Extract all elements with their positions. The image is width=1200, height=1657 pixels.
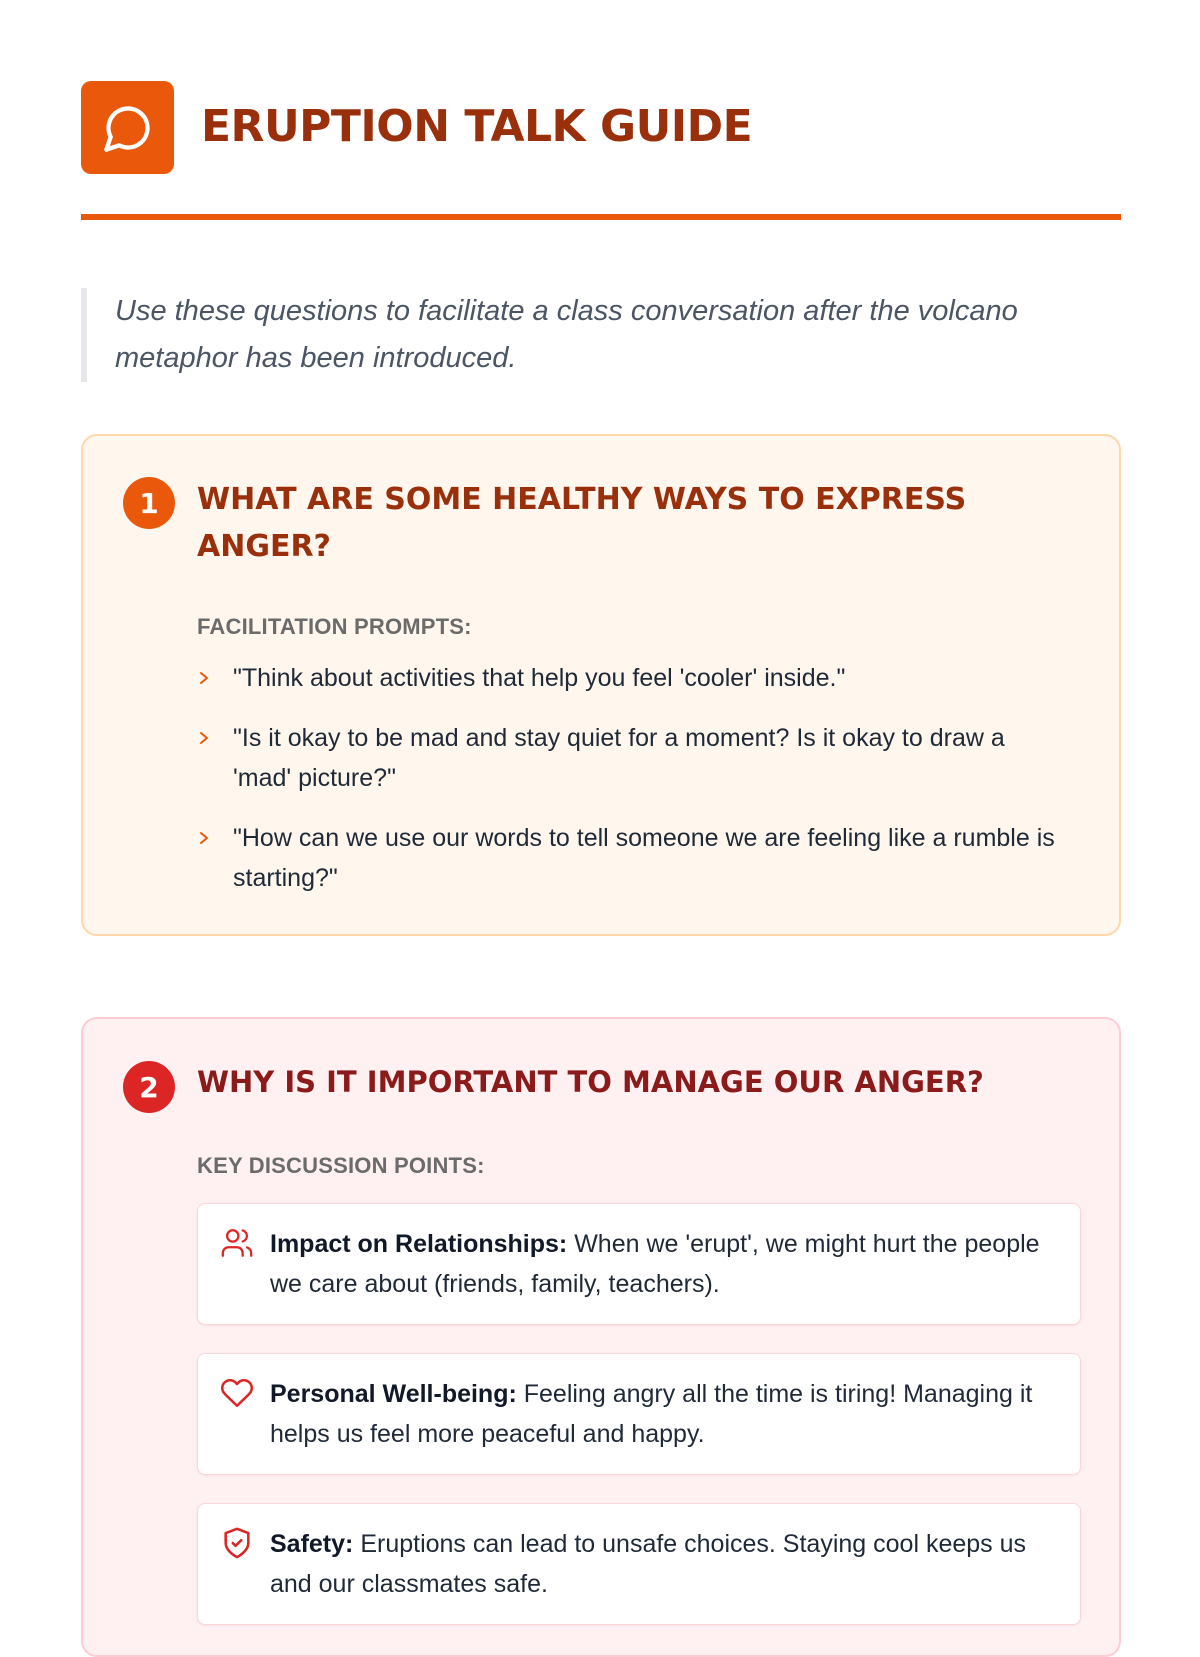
point-title: Impact on Relationships: xyxy=(270,1230,575,1258)
question-card-1 xyxy=(81,434,1121,936)
point-title: Safety: xyxy=(270,1530,361,1558)
discussion-points xyxy=(197,1203,1081,1653)
list-item xyxy=(197,818,1057,898)
discussion-point xyxy=(197,1353,1081,1475)
prompt-text: "Is it okay to be mad and stay quiet for a moment? Is it okay to draw a 'mad' picture?" xyxy=(233,724,1005,792)
question-number-badge: 1 xyxy=(123,477,175,529)
point-text: Feeling angry all the time is tiring! Managing it helps us feel more peaceful and happy. xyxy=(270,1380,1033,1448)
discussion-point xyxy=(197,1203,1081,1325)
chevron-right-icon xyxy=(197,818,217,858)
chevron-right-icon xyxy=(197,658,217,698)
heart-icon xyxy=(220,1376,254,1410)
point-title: Personal Well-being: xyxy=(270,1380,524,1408)
header xyxy=(81,81,1121,174)
shield-check-icon xyxy=(220,1526,254,1560)
list-item xyxy=(197,658,1057,698)
header-divider xyxy=(81,214,1121,220)
page-title: ERUPTION TALK GUIDE xyxy=(201,101,753,152)
section-label: FACILITATION PROMPTS: xyxy=(197,614,472,639)
chevron-right-icon xyxy=(197,718,217,758)
list-item xyxy=(197,718,1057,798)
prompt-text: "Think about activities that help you feel 'cooler' inside." xyxy=(233,664,846,692)
prompt-list xyxy=(197,658,1057,918)
question-number-badge: 2 xyxy=(123,1061,175,1113)
question-card-2 xyxy=(81,1017,1121,1657)
chat-bubble-icon xyxy=(81,81,174,174)
section-label: KEY DISCUSSION POINTS: xyxy=(197,1153,485,1178)
prompt-text: "How can we use our words to tell someone we are feeling like a rumble is starting?" xyxy=(233,824,1055,892)
point-text: Eruptions can lead to unsafe choices. Staying cool keeps us and our classmates safe. xyxy=(270,1530,1026,1598)
users-icon xyxy=(220,1226,254,1260)
point-text: When we 'erupt', we might hurt the people we care about (friends, family, teachers). xyxy=(270,1230,1040,1298)
question-title: WHAT ARE SOME HEALTHY WAYS TO EXPRESS ANGER? xyxy=(197,482,967,564)
intro-text: Use these questions to facilitate a class conversation after the volcano metaphor has been introduced. xyxy=(81,288,1121,382)
question-title: WHY IS IT IMPORTANT TO MANAGE OUR ANGER? xyxy=(197,1065,984,1099)
discussion-point xyxy=(197,1503,1081,1625)
